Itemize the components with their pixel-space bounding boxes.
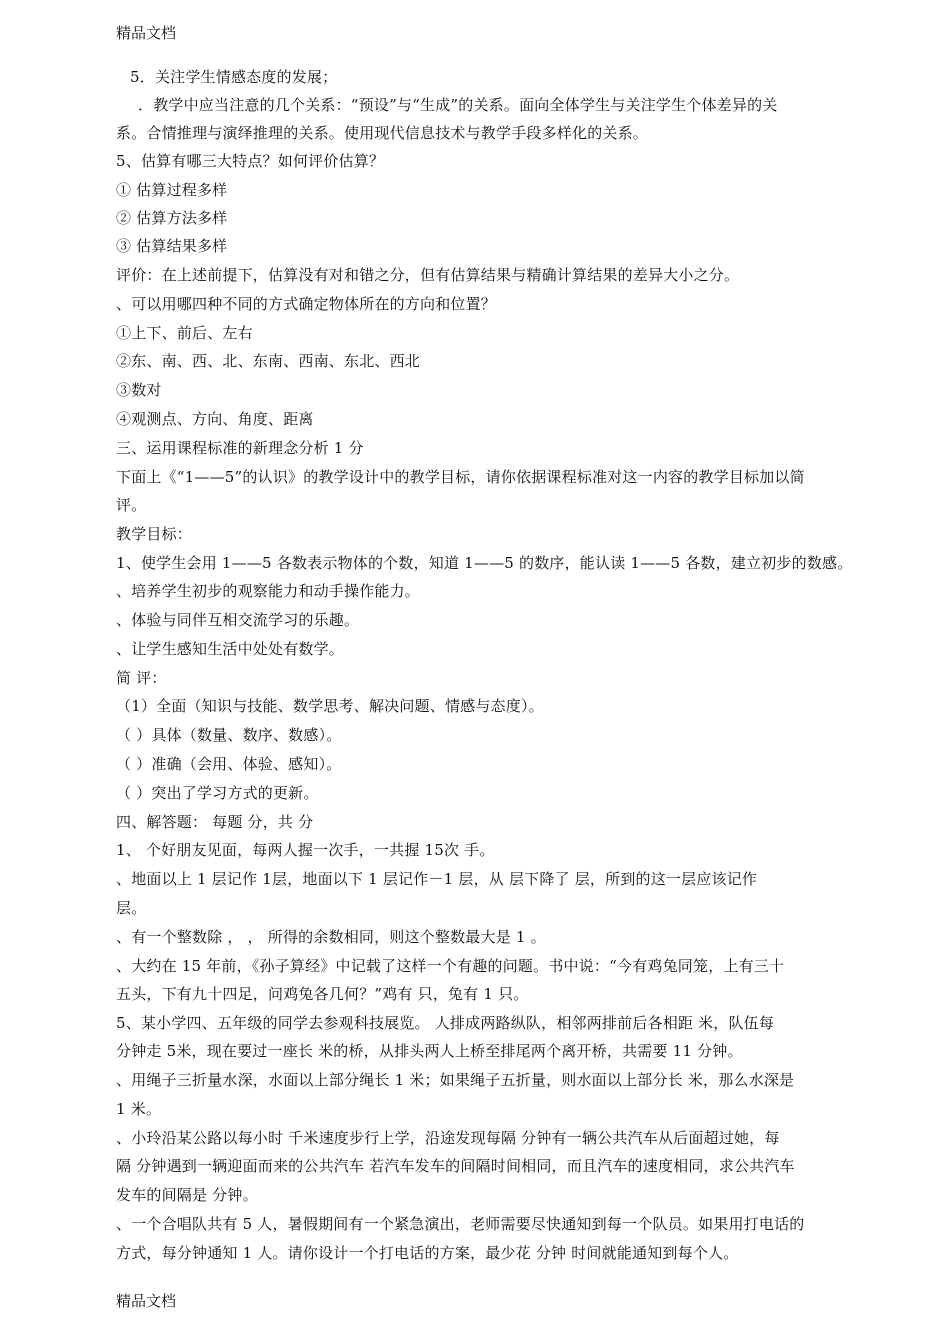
text-line: 1、使学生会用 1——5 各数表示物体的个数，知道 1——5 的数序，能认读 1——5 各数，建立初步的数感。 bbox=[116, 554, 853, 572]
text-line: ．教学中应当注意的几个关系：“预设”与“生成”的关系。面向全体学生与关注学生个体差异的关 bbox=[138, 96, 778, 114]
text-line: 方式，每分钟通知 1 人。请你设计一个打电话的方案，最少花 分钟 时间就能通知到每个人。 bbox=[116, 1244, 739, 1262]
text-line: 系。合情推理与演绎推理的关系。使用现代信息技术与教学手段多样化的关系。 bbox=[116, 124, 649, 142]
text-line: 1 米。 bbox=[116, 1100, 162, 1118]
page-header: 精品文档 bbox=[116, 24, 177, 42]
text-line: （ ）具体（数量、数序、数感）。 bbox=[116, 726, 342, 744]
text-line: 层。 bbox=[116, 899, 147, 917]
text-line: ② 估算方法多样 bbox=[116, 209, 228, 227]
text-line: 分钟走 5米，现在要过一座长 米的桥，从排头两人上桥至排尾两个离开桥，共需要 11 分钟。 bbox=[116, 1042, 743, 1060]
text-line: （ ）准确（会用、体验、感知）。 bbox=[116, 755, 342, 773]
text-line: 、可以用哪四种不同的方式确定物体所在的方向和位置？ bbox=[116, 295, 497, 313]
text-line: 评价：在上述前提下，估算没有对和错之分，但有估算结果与精确计算结果的差异大小之分。 bbox=[116, 266, 740, 284]
text-line: 5、某小学四、五年级的同学去参观科技展览。 人排成两路纵队，相邻两排前后各相距 米，队伍每 bbox=[116, 1014, 775, 1032]
text-line: 、大约在 15 年前，《孙子算经》中记载了这样一个有趣的问题。书中说：“今有鸡兔同笼，上有三十 bbox=[116, 957, 785, 975]
text-line: （1）全面（知识与技能、数学思考、解决问题、情感与态度）。 bbox=[116, 697, 544, 715]
text-line: 评。 bbox=[116, 496, 147, 514]
text-line: 五头，下有九十四足，问鸡兔各几何？”鸡有 只，兔有 1 只。 bbox=[116, 985, 529, 1003]
text-line: ④观测点、方向、角度、距离 bbox=[116, 410, 314, 428]
text-line: 简 评： bbox=[116, 669, 167, 687]
text-line: 四、解答题： 每题 分，共 分 bbox=[116, 813, 314, 831]
text-line: 三、运用课程标准的新理念分析 1 分 bbox=[116, 439, 364, 457]
text-line: 、地面以上 1 层记作 1层，地面以下 1 层记作－1 层，从 层下降了 层，所到的这一层应该记作 bbox=[116, 870, 758, 888]
text-line: 1、 个好朋友见面，每两人握一次手，一共握 15次 手。 bbox=[116, 841, 495, 859]
text-line: ① 估算过程多样 bbox=[116, 181, 228, 199]
page-footer: 精品文档 bbox=[116, 1292, 177, 1310]
text-line: ①上下、前后、左右 bbox=[116, 324, 253, 342]
text-line: 、小玲沿某公路以每小时 千米速度步行上学，沿途发现每隔 分钟有一辆公共汽车从后面超过她，每 bbox=[116, 1129, 780, 1147]
text-line: 、让学生感知生活中处处有数学。 bbox=[116, 640, 345, 658]
text-line: 发车的间隔是 分钟。 bbox=[116, 1186, 258, 1204]
text-line: 、一个合唱队共有 5 人，暑假期间有一个紧急演出，老师需要尽快通知到每一个队员。如果用打电话的 bbox=[116, 1215, 805, 1233]
text-line: ③数对 bbox=[116, 381, 162, 399]
text-line: ②东、南、西、北、东南、西南、东北、西北 bbox=[116, 352, 421, 370]
text-line: 教学目标： bbox=[116, 525, 193, 543]
text-line: 、用绳子三折量水深，水面以上部分绳长 1 米；如果绳子五折量，则水面以上部分长 米，那么水深是 bbox=[116, 1071, 795, 1089]
text-line: 下面上《“1——5”的认识》的教学设计中的教学目标，请你依据课程标准对这一内容的教学目标加以简 bbox=[116, 468, 805, 486]
text-line: 5．关注学生情感态度的发展； bbox=[130, 68, 338, 86]
text-line: 5、估算有哪三大特点？如何评价估算？ bbox=[116, 152, 385, 170]
text-line: 隔 分钟遇到一辆迎面而来的公共汽车 若汽车发车的间隔时间相同，而且汽车的速度相同，求公共汽车 bbox=[116, 1157, 795, 1175]
text-line: 、体验与同伴互相交流学习的乐趣。 bbox=[116, 611, 360, 629]
text-line: 、有一个整数除 ， ， 所得的余数相同，则这个整数最大是 1 。 bbox=[116, 928, 546, 946]
text-line: 、培养学生初步的观察能力和动手操作能力。 bbox=[116, 582, 421, 600]
text-line: （ ）突出了学习方式的更新。 bbox=[116, 784, 319, 802]
text-line: ③ 估算结果多样 bbox=[116, 237, 228, 255]
